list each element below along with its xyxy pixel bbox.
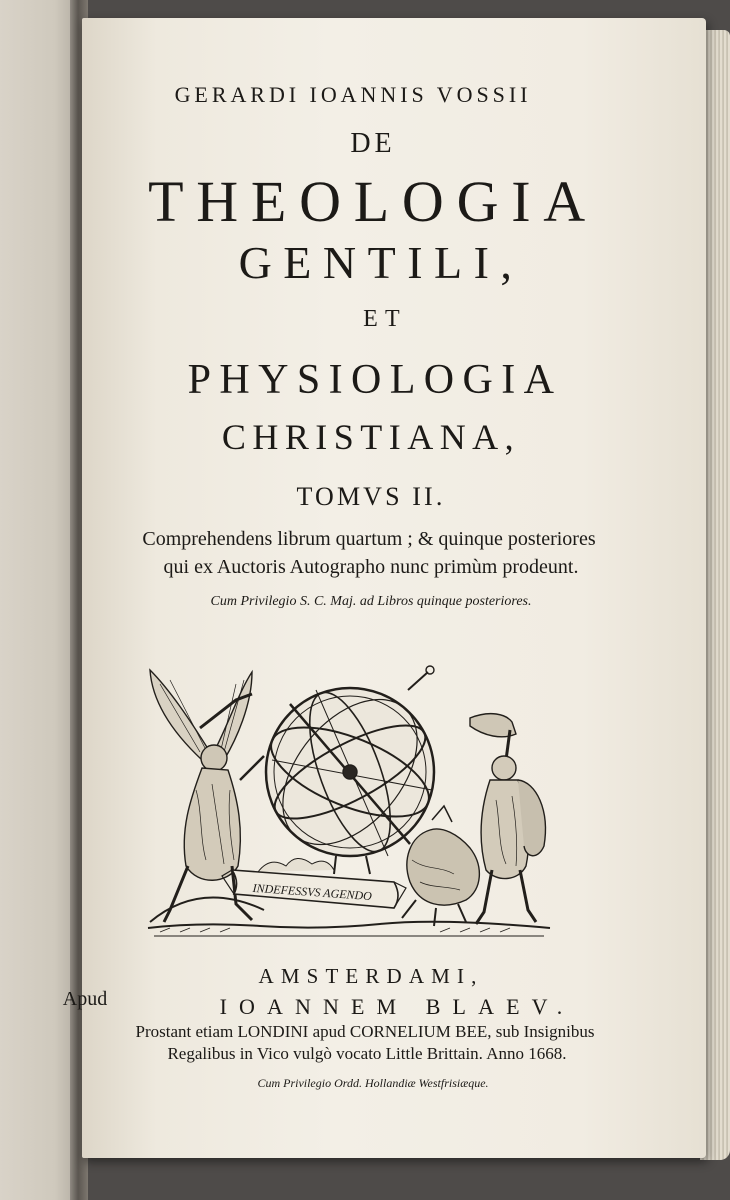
privilege-line: Cum Privilegio S. C. Maj. ad Libros quinque posteriores. [210,594,532,609]
description-line-1: Comprehendens librum quartum ; & quinque posteriores [142,528,596,550]
title-de: DE [350,128,396,159]
imprint-printer: IOANNEM BLAEV. [219,994,575,1019]
title-theologia: THEOLOGIA [148,169,598,234]
imprint-city: AMSTERDAMI, [258,964,484,988]
title-physiologia: PHYSIOLOGIA [187,357,563,403]
tomus-line: TOMVS II. [296,482,446,511]
description-line-2: qui ex Auctoris Autographo nunc primùm prodeunt. [163,556,579,578]
printers-device-woodcut [140,660,560,950]
motto-text: INDEFESSVS AGENDO [252,880,373,904]
title-gentili: GENTILI, [238,237,524,288]
author-line: GERARDI IOANNIS VOSSII [174,82,532,107]
title-et: ET [363,306,407,332]
imprint-sold-line-2: Regalibus in Vico vulgò vocato Little Brittain. Anno 1668. [167,1044,567,1063]
title-christiana: CHRISTIANA, [221,417,521,457]
imprint-apud: Apud [62,988,108,1010]
imprint-sold-line-1: Prostant etiam LONDINI apud CORNELIUM BEE, sub Insignibus [135,1022,595,1041]
imprint-privilege: Cum Privilegio Ordd. Hollandiæ Westfrisiæque. [257,1076,489,1090]
